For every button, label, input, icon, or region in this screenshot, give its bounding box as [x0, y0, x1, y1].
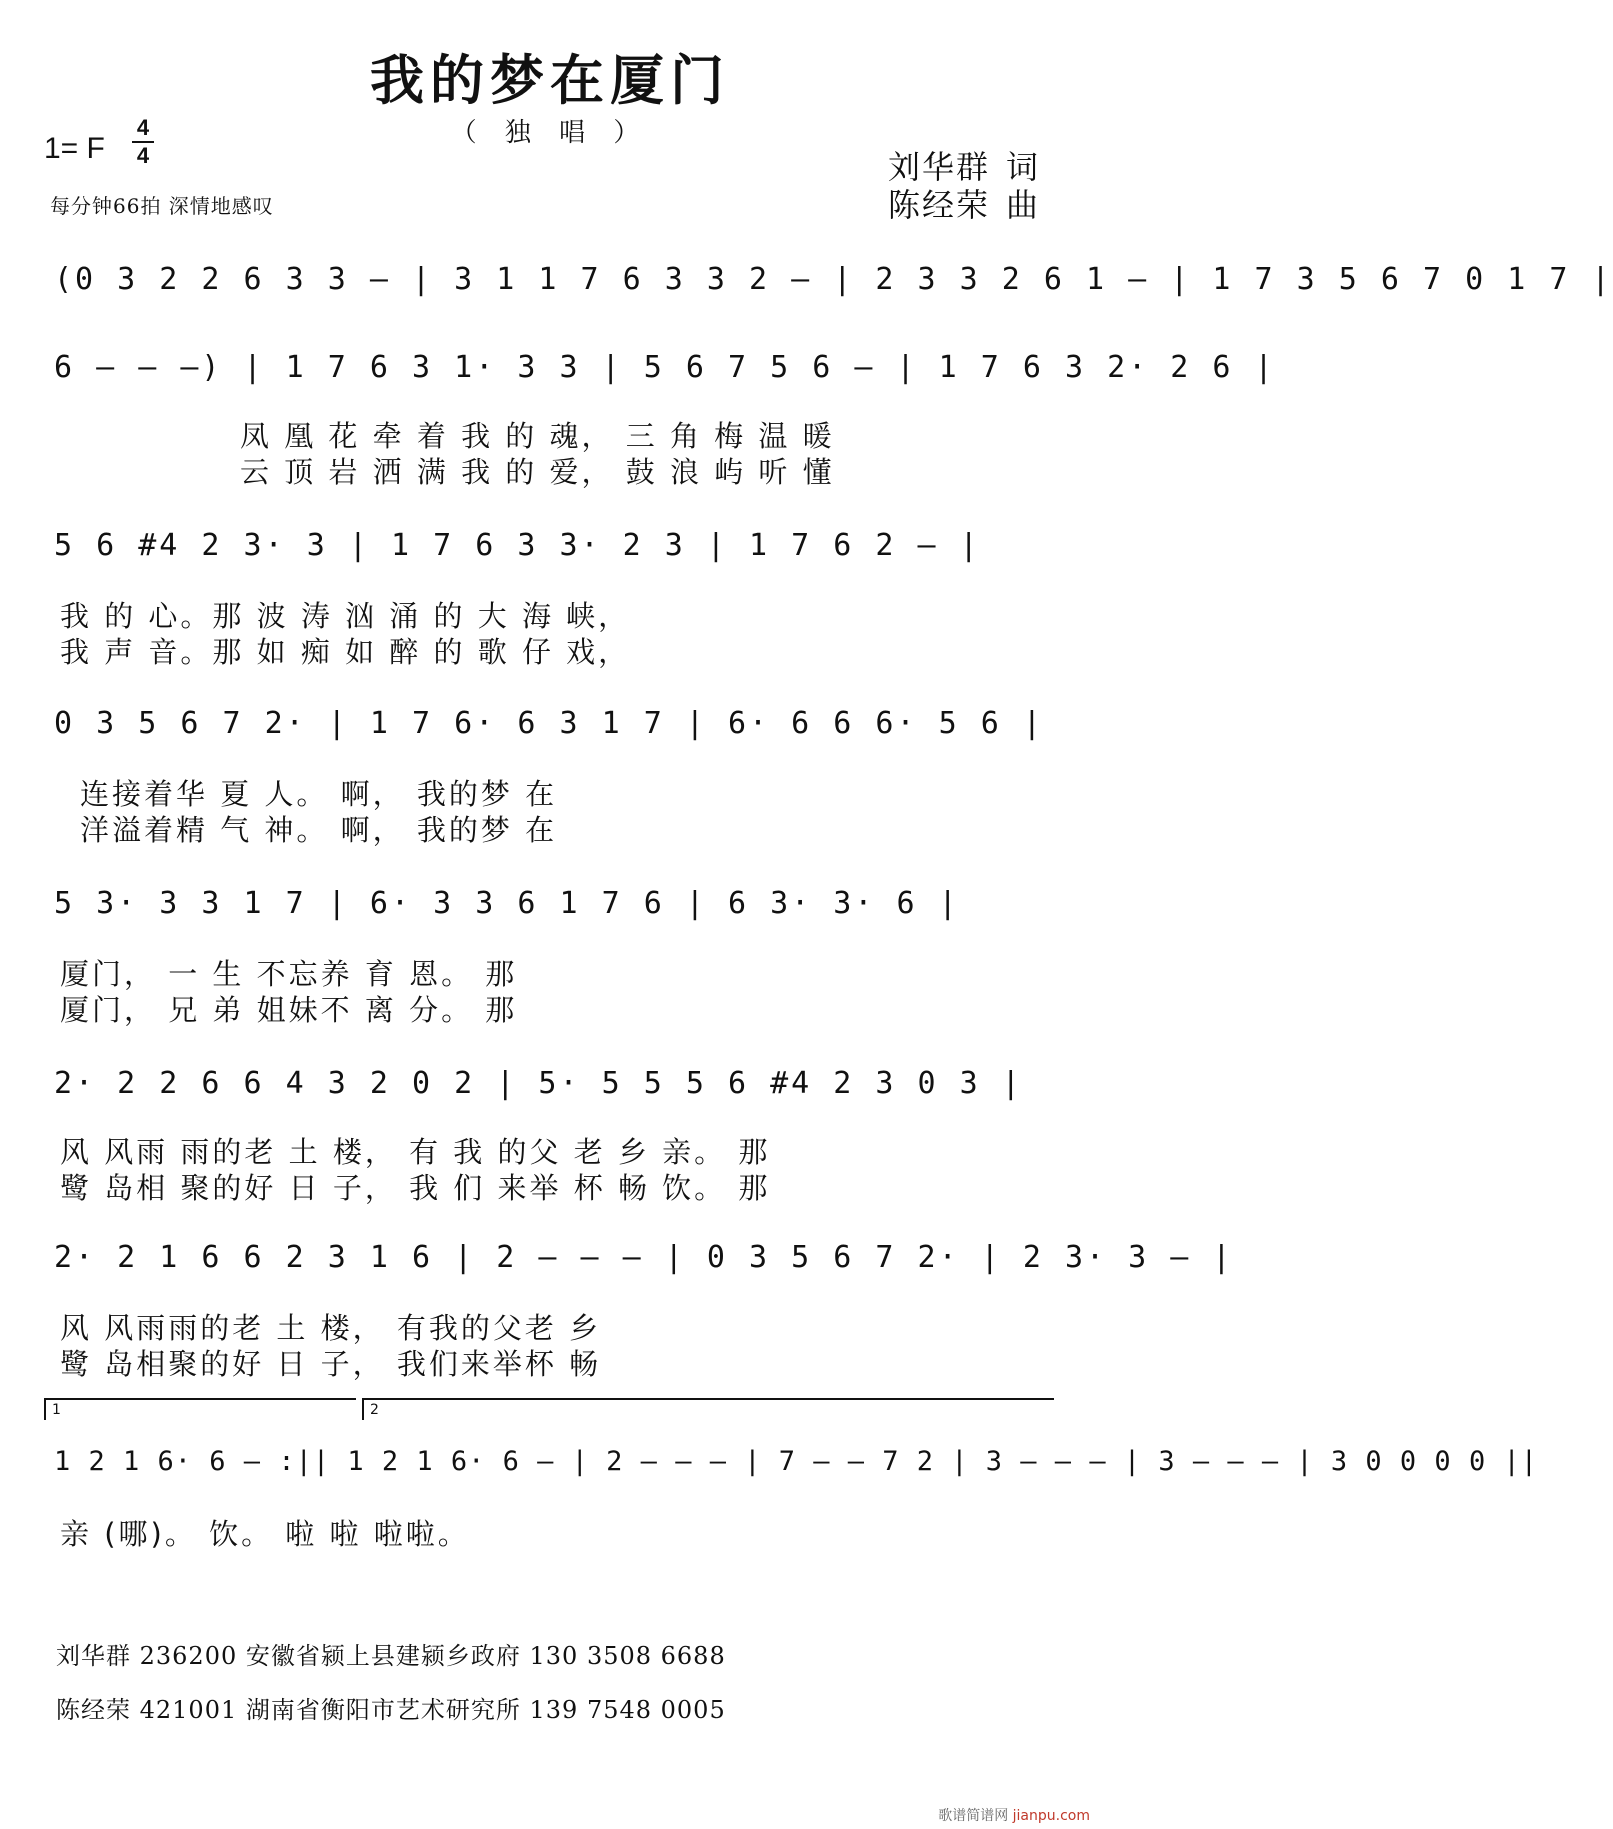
lyric-line-8: 亲 (哪)。 饮。 啦 啦 啦啦。 [60, 1517, 470, 1551]
key-signature: 1= F [44, 132, 105, 165]
notation-line-8: 1 2 1 6· 6 – :|| 1 2 1 6· 6 – | 2 – – – | 7 – – 7 2 | 3 – – – | 3 – – – | 3 0 0 0 0 || [54, 1446, 1538, 1477]
notation-line-1: (0 3 2 2 6 3 3 – | 3 1 1 7 6 3 3 2 – | 2 3 3 2 6 1 – | 1 7 3 5 6 7 0 1 7 | [54, 262, 1613, 297]
lyric-line-2-verse-1: 凤 凰 花 牵 着 我 的 魂， 三 角 梅 温 暖 [240, 419, 835, 453]
notation-line-6: 2· 2 2 6 6 4 3 2 0 2 | 5· 5 5 5 6 #4 2 3 0 3 | [54, 1066, 1023, 1101]
second-ending-number: 2 [370, 1402, 379, 1418]
lyric-line-4-verse-2: 洋溢着精 气 神。 啊， 我的梦 在 [80, 813, 558, 847]
notation-line-7: 2· 2 1 6 6 2 3 1 6 | 2 – – – | 0 3 5 6 7 2· | 2 3· 3 – | [54, 1240, 1234, 1275]
lyric-line-7-verse-1: 风 风雨雨的老 土 楼， 有我的父老 乡 [60, 1311, 602, 1345]
lyric-line-5-verse-1: 厦门， 一 生 不忘养 育 恩。 那 [60, 957, 518, 991]
watermark-site-name: 歌谱简谱网 [938, 1808, 1009, 1824]
lyric-line-5-verse-2: 厦门， 兄 弟 姐妹不 离 分。 那 [60, 993, 518, 1027]
watermark-domain: jianpu.com [1012, 1808, 1090, 1824]
lyricist-name: 刘华群 [888, 148, 991, 186]
page-title: 我的梦在厦门 [370, 48, 730, 112]
lyric-line-7-verse-2: 鹭 岛相聚的好 日 子， 我们来举杯 畅 [60, 1347, 602, 1381]
lyric-line-3-verse-2: 我 声 音。那 如 痴 如 醉 的 歌 仔 戏， [60, 635, 631, 669]
meter-top: 4 [136, 115, 150, 140]
lyricist-contact: 刘华群 236200 安徽省颍上县建颍乡政府 130 3508 6688 [56, 1642, 726, 1670]
notation-line-4: 0 3 5 6 7 2· | 1 7 6· 6 3 1 7 | 6· 6 6 6· 5 6 | [54, 706, 1044, 741]
composer-contact: 陈经荣 421001 湖南省衡阳市艺术研究所 139 7548 0005 [56, 1696, 726, 1724]
performance-type: （ 独 唱 ） [450, 118, 650, 148]
second-ending-bracket [362, 1398, 1054, 1420]
lyric-line-6-verse-1: 风 风雨 雨的老 土 楼， 有 我 的父 老 乡 亲。 那 [60, 1135, 771, 1169]
notation-line-3: 5 6 #4 2 3· 3 | 1 7 6 3 3· 2 3 | 1 7 6 2 – | [54, 528, 981, 563]
first-ending-number: 1 [52, 1402, 61, 1418]
first-ending-bracket [44, 1398, 356, 1420]
composer-role: 曲 [1006, 186, 1041, 224]
lyric-line-2-verse-2: 云 顶 岩 洒 满 我 的 爱， 鼓 浪 屿 听 懂 [240, 455, 835, 489]
composer-credit [888, 180, 1040, 226]
tempo-marking: 每分钟66拍 深情地感叹 [50, 194, 274, 218]
site-watermark [938, 1805, 1090, 1825]
composer-name: 陈经荣 [888, 186, 991, 224]
lyricist-role: 词 [1006, 148, 1041, 186]
lyric-line-6-verse-2: 鹭 岛相 聚的好 日 子， 我 们 来举 杯 畅 饮。 那 [60, 1171, 771, 1205]
notation-line-2: 6 – – –) | 1 7 6 3 1· 3 3 | 5 6 7 5 6 – | 1 7 6 3 2· 2 6 | [54, 350, 1276, 385]
meter-bottom: 4 [136, 143, 150, 168]
lyric-line-3-verse-1: 我 的 心。那 波 涛 汹 涌 的 大 海 峡， [60, 599, 631, 633]
time-signature [132, 116, 154, 168]
lyric-line-4-verse-1: 连接着华 夏 人。 啊， 我的梦 在 [80, 777, 558, 811]
notation-line-5: 5 3· 3 3 1 7 | 6· 3 3 6 1 7 6 | 6 3· 3· 6 | [54, 886, 960, 921]
